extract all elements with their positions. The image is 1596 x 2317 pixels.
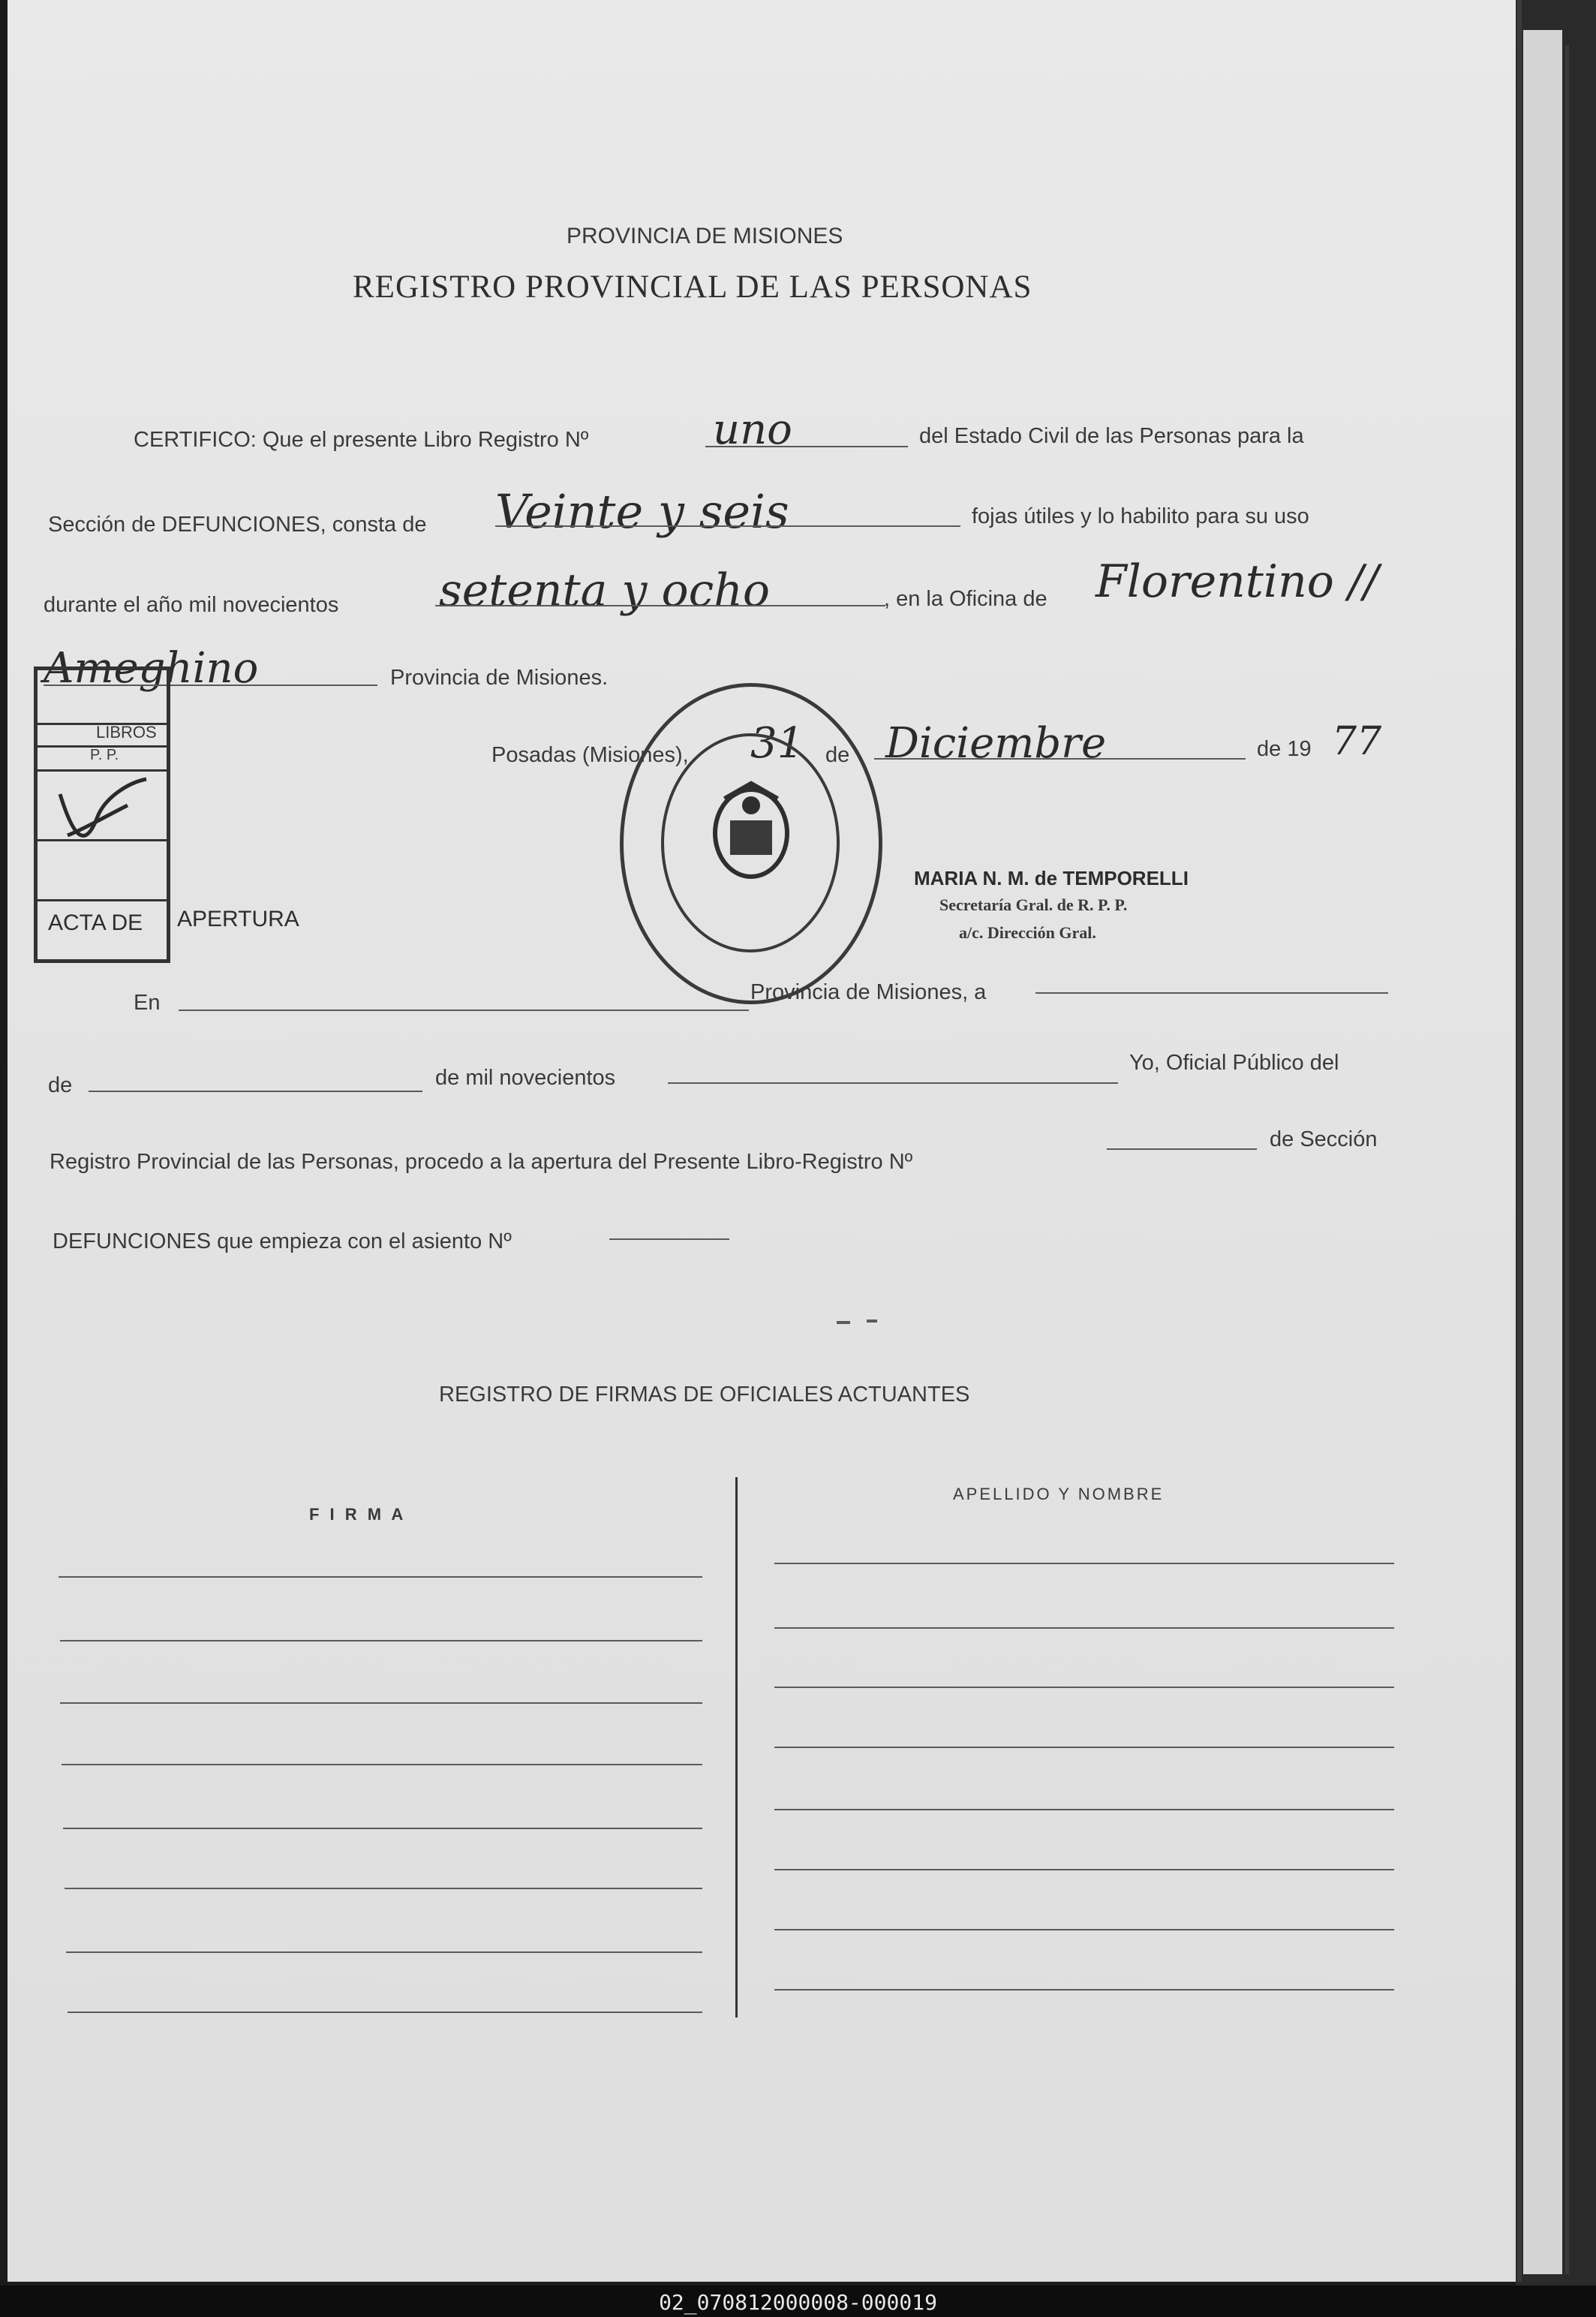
coat-of-arms-icon: [699, 777, 804, 882]
blank-line: [1035, 992, 1388, 994]
cert-line2-tail: fojas útiles y lo habilito para su uso: [972, 504, 1309, 528]
cert-line4-tail: Provincia de Misiones.: [390, 666, 609, 690]
box-stamp-line2: P. P.: [90, 747, 119, 763]
cert-year: setenta y ocho: [439, 564, 770, 617]
date-year-suffix: 77: [1332, 719, 1382, 764]
name-line: [774, 1989, 1394, 1991]
signature-line: [68, 2012, 702, 2013]
signature-line: [65, 1888, 702, 1889]
cert-line1-text: CERTIFICO: Que el presente Libro Registro Nº: [134, 428, 589, 452]
opening-l1-en: En: [134, 991, 161, 1015]
dash-mark: [867, 1319, 877, 1322]
page-edge: [1523, 30, 1562, 2274]
dash-mark: [837, 1321, 850, 1324]
cert-line3-office: , en la Oficina de: [884, 587, 1047, 611]
signature-line: [59, 1576, 702, 1578]
province-heading: PROVINCIA DE MISIONES: [567, 224, 843, 248]
name-line: [774, 1563, 1394, 1564]
cert-line3-text: durante el año mil novecientos: [44, 593, 339, 617]
signature-line: [66, 1951, 702, 1953]
blank-line: [89, 1091, 422, 1092]
name-line: [774, 1929, 1394, 1930]
cert-book-number: uno: [713, 405, 792, 454]
opening-l2-year: de mil novecientos: [435, 1066, 616, 1090]
image-id-label: 02_070812000008-000019: [659, 2290, 937, 2315]
blank-line: [609, 1238, 729, 1240]
opening-l3-section: de Sección: [1270, 1127, 1378, 1151]
opening-title-a: ACTA DE: [48, 910, 143, 935]
name-line: [774, 1809, 1394, 1810]
blank-line: [435, 605, 885, 606]
date-de: de: [825, 743, 850, 767]
opening-title-b: APERTURA: [177, 907, 299, 931]
cert-line1-tail: del Estado Civil de las Personas para la: [919, 424, 1304, 448]
signature-line: [60, 1702, 702, 1704]
blank-line: [1107, 1148, 1257, 1150]
official-name: MARIA N. M. de TEMPORELLI: [914, 867, 1189, 889]
box-stamp-initials: [45, 772, 158, 854]
name-line: [774, 1747, 1394, 1748]
name-line: [774, 1687, 1394, 1688]
blank-line: [668, 1082, 1118, 1084]
official-seal: [620, 683, 882, 1004]
blank-line: [495, 525, 960, 527]
date-day: 31: [750, 719, 804, 768]
box-stamp-line1: LIBROS: [96, 723, 157, 742]
signature-line: [62, 1764, 702, 1765]
signature-line: [60, 1640, 702, 1641]
opening-l2-de: de: [48, 1073, 73, 1097]
signatures-col-name: APELLIDO Y NOMBRE: [953, 1485, 1165, 1503]
cert-office-name: Florentino //: [1096, 555, 1379, 608]
signatures-col-firma: F I R M A: [309, 1505, 407, 1524]
opening-l4-text: DEFUNCIONES que empieza con el asiento Nº: [53, 1229, 512, 1253]
cert-office-name-cont: Ameghino: [44, 644, 259, 693]
signatures-divider: [735, 1477, 738, 2018]
registry-heading: REGISTRO PROVINCIAL DE LAS PERSONAS: [353, 269, 1032, 305]
official-role-2: a/c. Dirección Gral.: [959, 923, 1096, 942]
date-place: Posadas (Misiones),: [491, 743, 689, 767]
signatures-title: REGISTRO DE FIRMAS DE OFICIALES ACTUANTES: [439, 1383, 970, 1407]
spine-line: [1517, 0, 1522, 2282]
date-year-prefix: de 19: [1257, 737, 1312, 761]
date-month: Diciembre: [885, 719, 1107, 768]
opening-l3-text: Registro Provincial de las Personas, procedo a la apertura del Presente Libro-Registro Nº: [50, 1150, 913, 1174]
name-line: [774, 1627, 1394, 1629]
cert-pages-count: Veinte y seis: [495, 484, 789, 539]
blank-line: [179, 1010, 749, 1011]
blank-line: [705, 446, 908, 447]
cert-line2-text: Sección de DEFUNCIONES, consta de: [48, 513, 427, 537]
official-role: Secretaría Gral. de R. P. P.: [939, 895, 1128, 914]
opening-l1-province: Provincia de Misiones, a: [750, 980, 987, 1004]
blank-line: [874, 758, 1246, 760]
signature-line: [63, 1828, 702, 1829]
spine-line-outer: [1565, 45, 1569, 2274]
name-line: [774, 1869, 1394, 1870]
opening-l2-officer: Yo, Oficial Público del: [1129, 1051, 1339, 1075]
